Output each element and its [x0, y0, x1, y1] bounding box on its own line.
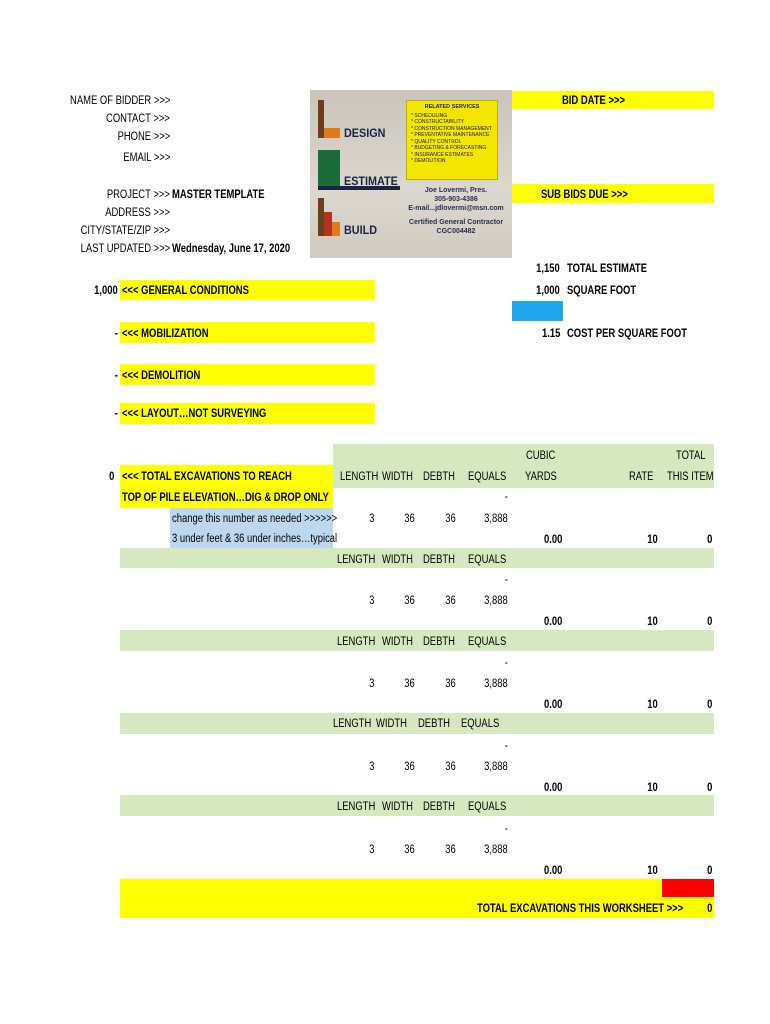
mobilization-value: - [114, 328, 118, 340]
mobilization-label: <<< MOBILIZATION [122, 328, 209, 340]
row-total: 0 [706, 534, 712, 546]
card-services-title: RELATED SERVICES [424, 104, 480, 110]
row-rate[interactable]: 10 [647, 782, 658, 794]
col-width: WIDTH [382, 554, 413, 566]
row-length[interactable]: 3 [368, 678, 374, 690]
phone-label: PHONE >>> [117, 131, 170, 143]
col-this-item: THIS ITEM [667, 471, 714, 483]
col-width: WIDTH [382, 636, 413, 648]
card-title: Certified General Contractor [408, 219, 504, 226]
card-license: CGC004482 [436, 228, 476, 235]
row-depth[interactable]: 36 [445, 595, 456, 607]
col-yards: YARDS [525, 471, 557, 483]
worksheet-total-flag [662, 879, 714, 897]
card-email: E-mail...jdlovermi@msn.com [408, 205, 504, 212]
row-dash: - [504, 740, 508, 752]
general-conditions-value: 1,000 [94, 285, 118, 297]
row-depth[interactable]: 36 [445, 761, 456, 773]
card-estimate-word: ESTIMATE [344, 174, 398, 188]
row-total: 0 [706, 616, 712, 628]
card-service-item: * CONSTRUCTABILITY [411, 119, 464, 125]
row-length[interactable]: 3 [368, 513, 374, 525]
col-depth: DEBTH [418, 718, 450, 730]
col-depth: DEBTH [423, 636, 455, 648]
row-depth[interactable]: 36 [445, 844, 456, 856]
total-estimate-label: TOTAL ESTIMATE [567, 263, 647, 275]
row-dash: - [504, 574, 508, 586]
col-length: LENGTH [337, 801, 376, 813]
last-updated-label: LAST UPDATED >>> [80, 243, 170, 255]
cost-per-square-foot-label: COST PER SQUARE FOOT [567, 328, 687, 340]
row-width[interactable]: 36 [404, 761, 415, 773]
row-dash: - [504, 823, 508, 835]
col-total: TOTAL [676, 450, 706, 462]
excavation-title-line2: TOP OF PILE ELEVATION…DIG & DROP ONLY [122, 492, 329, 504]
card-service-item: * DEMOLITION [411, 158, 446, 164]
row-length[interactable]: 3 [368, 761, 374, 773]
project-value[interactable]: MASTER TEMPLATE [172, 189, 265, 201]
card-service-item: * QUALITY CONTROL [411, 138, 462, 145]
row-length[interactable]: 3 [368, 844, 374, 856]
col-length: LENGTH [333, 718, 372, 730]
row-equals: 3,888 [484, 678, 508, 690]
row-equals: 3,888 [484, 513, 508, 525]
sub-bids-label: SUB BIDS DUE >>> [541, 189, 628, 201]
row-width[interactable]: 36 [404, 513, 415, 525]
col-length: LENGTH [337, 554, 376, 566]
excavation-total-value: 0 [108, 471, 114, 483]
row-depth[interactable]: 36 [445, 513, 456, 525]
row-total: 0 [706, 782, 712, 794]
row-equals: 3,888 [484, 844, 508, 856]
row-header-band [120, 630, 714, 651]
highlight-cell[interactable] [512, 301, 563, 321]
row-depth[interactable]: 36 [445, 678, 456, 690]
row-rate[interactable]: 10 [647, 534, 658, 546]
row-width[interactable]: 36 [404, 678, 415, 690]
row-cubic-yards: 0.00 [543, 699, 562, 711]
address-label: ADDRESS >>> [105, 207, 170, 219]
row-cubic-yards: 0.00 [543, 782, 562, 794]
col-cubic: CUBIC [526, 450, 556, 462]
col-equals: EQUALS [468, 554, 507, 566]
row-width[interactable]: 36 [404, 844, 415, 856]
col-equals: EQUALS [461, 718, 500, 730]
layout-value: - [114, 408, 118, 420]
row-total: 0 [706, 865, 712, 877]
col-width: WIDTH [382, 801, 413, 813]
row-rate[interactable]: 10 [647, 865, 658, 877]
row-equals: 3,888 [484, 595, 508, 607]
row-header-band [120, 795, 714, 816]
card-design-word: DESIGN [344, 126, 386, 140]
col-length: LENGTH [340, 471, 379, 483]
contact-label: CONTACT >>> [106, 113, 170, 125]
col-width: WIDTH [376, 718, 407, 730]
card-service-item: * CONSTRUCTION MANAGEMENT [411, 125, 492, 132]
total-estimate-value: 1,150 [536, 263, 560, 275]
row-rate[interactable]: 10 [647, 699, 658, 711]
email-label: EMAIL >>> [122, 152, 170, 164]
row-header-band [120, 548, 714, 568]
card-service-item: * INSURANCE ESTIMATES [411, 151, 474, 158]
card-name: Joe Lovermi, Pres. [424, 187, 488, 194]
row-total: 0 [706, 699, 712, 711]
card-phone: 305-903-4386 [434, 196, 478, 203]
project-label: PROJECT >>> [107, 189, 170, 201]
bid-date-label: BID DATE >>> [562, 95, 625, 107]
cost-per-square-foot-value: 1.15 [541, 328, 560, 340]
row-header-band [120, 713, 714, 734]
card-service-item: * PREVENTATIVE MAINTENANCE [411, 132, 490, 138]
col-depth: DEBTH [423, 554, 455, 566]
worksheet-total-label: TOTAL EXCAVATIONS THIS WORKSHEET >>> [477, 903, 684, 915]
excavation-title-line1: <<< TOTAL EXCAVATIONS TO REACH [122, 471, 292, 483]
city-state-zip-label: CITY/STATE/ZIP >>> [80, 225, 170, 237]
row-length[interactable]: 3 [368, 595, 374, 607]
last-updated-value[interactable]: Wednesday, June 17, 2020 [172, 243, 291, 255]
demolition-value: - [114, 370, 118, 382]
col-width: WIDTH [382, 471, 413, 483]
card-service-item: * SCHEDULING [411, 112, 448, 119]
business-card-image [310, 90, 512, 258]
col-depth: DEBTH [423, 471, 455, 483]
col-equals: EQUALS [468, 471, 507, 483]
demolition-label: <<< DEMOLITION [122, 370, 201, 382]
card-build-word: BUILD [344, 223, 378, 237]
layout-label: <<< LAYOUT…NOT SURVEYING [122, 408, 267, 420]
square-foot-value[interactable]: 1,000 [536, 285, 560, 297]
worksheet-total-value: 0 [706, 903, 712, 915]
row-dash: - [504, 491, 508, 503]
row-equals: 3,888 [484, 761, 508, 773]
col-equals: EQUALS [468, 636, 507, 648]
row-cubic-yards: 0.00 [543, 616, 562, 628]
col-length: LENGTH [337, 636, 376, 648]
row-rate[interactable]: 10 [647, 616, 658, 628]
general-conditions-label: <<< GENERAL CONDITIONS [122, 285, 249, 297]
note-line2: 3 under feet & 36 under inches…typical [172, 533, 338, 545]
col-depth: DEBTH [423, 801, 455, 813]
row-cubic-yards: 0.00 [543, 534, 562, 546]
square-foot-label: SQUARE FOOT [567, 285, 637, 297]
card-service-item: * BUDGETING & FORECASTING [411, 145, 487, 151]
row-dash: - [504, 657, 508, 669]
col-equals: EQUALS [468, 801, 507, 813]
row-width[interactable]: 36 [404, 595, 415, 607]
card-contact-info [402, 186, 510, 236]
bidder-name-label: NAME OF BIDDER >>> [69, 95, 170, 107]
col-rate: RATE [629, 471, 654, 483]
note-line1: change this number as needed >>>>>> [172, 513, 338, 525]
card-services-box [406, 100, 498, 180]
row-cubic-yards: 0.00 [543, 865, 562, 877]
